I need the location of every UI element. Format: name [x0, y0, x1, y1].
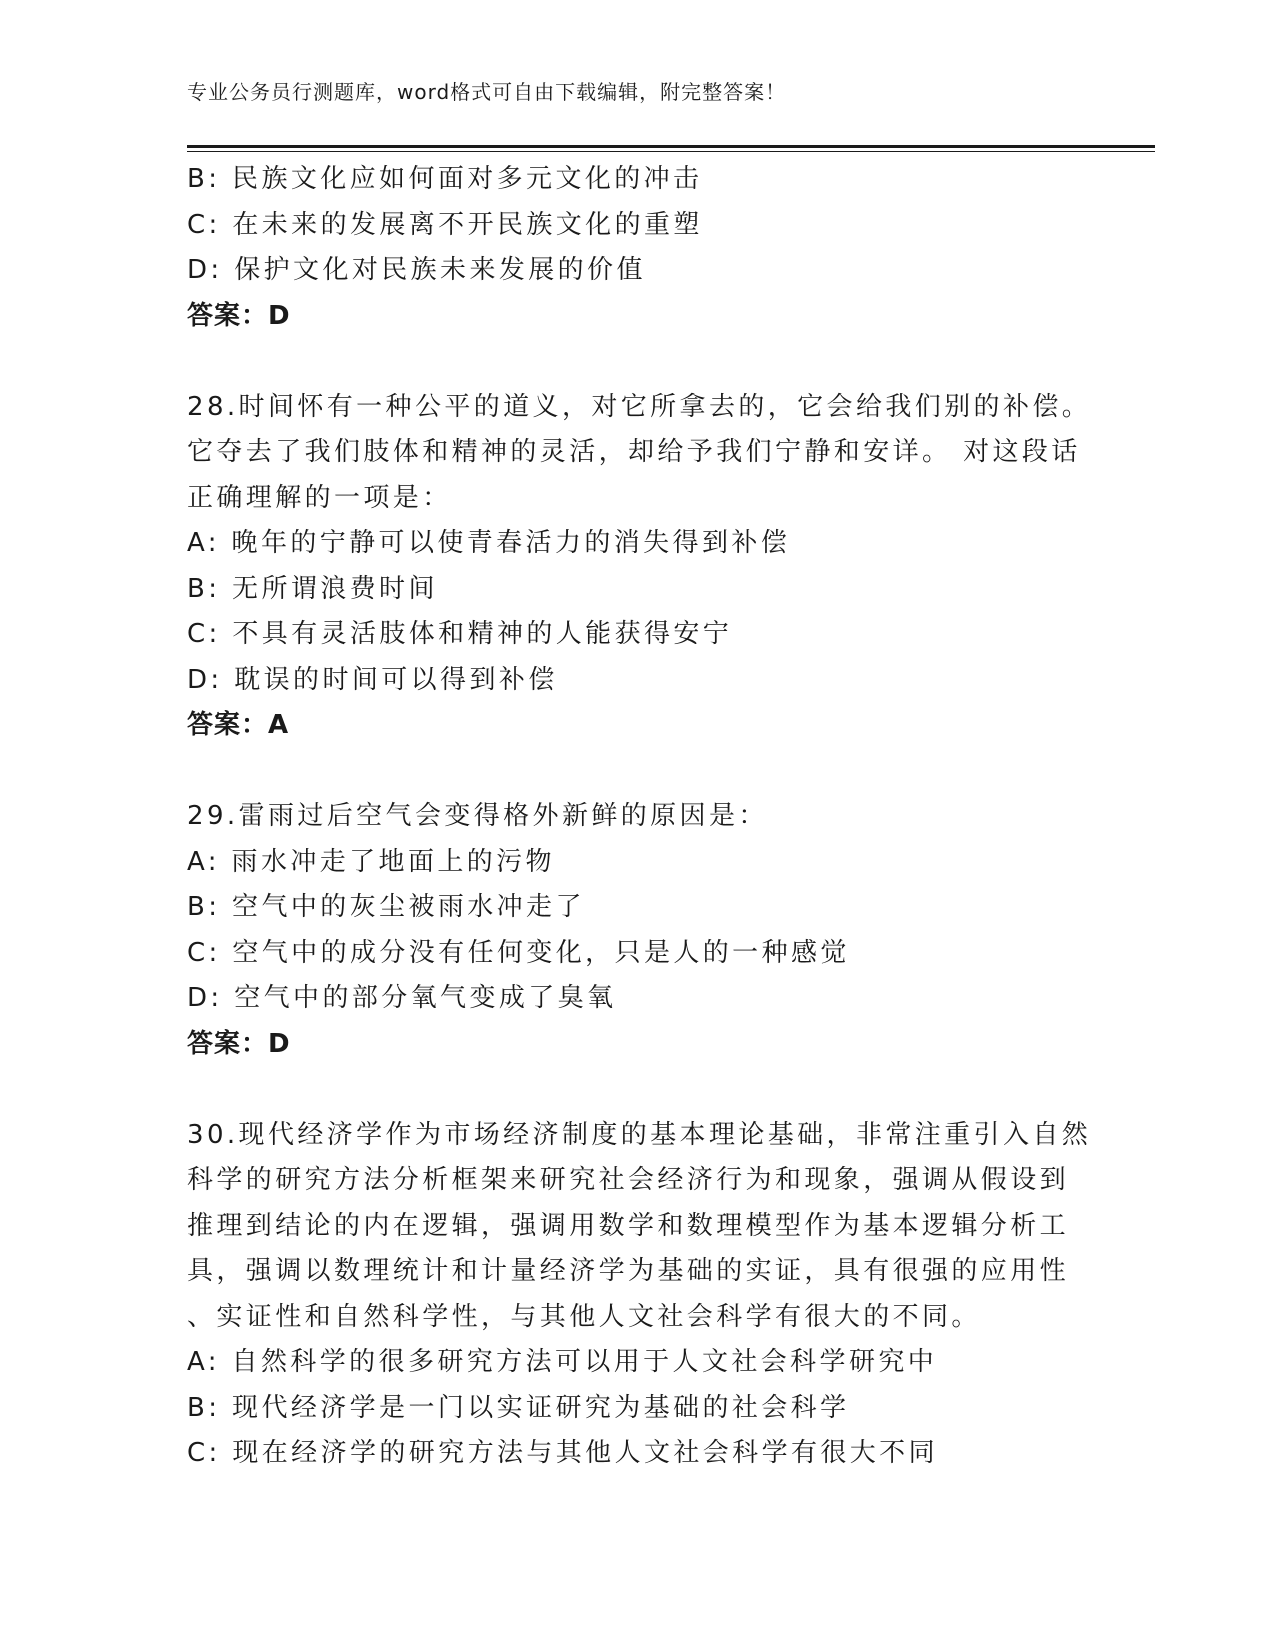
header-rule-thick	[187, 145, 1155, 148]
question-stem-line: 28.时间怀有一种公平的道义，对它所拿去的，它会给我们别的补偿。	[187, 391, 1092, 422]
option-d: D: 保护文化对民族未来发展的价值	[187, 255, 646, 285]
question-stem-line: 、实证性和自然科学性，与其他人文社会科学有很大的不同。	[187, 1301, 981, 1332]
question-block-28	[187, 385, 1092, 749]
option-c: C: 在未来的发展离不开民族文化的重塑	[187, 209, 703, 240]
block-gap	[187, 339, 1087, 385]
option-a: A: 晚年的宁静可以使青春活力的消失得到补偿	[187, 528, 791, 558]
question-stem-line: 推理到结论的内在逻辑，强调用数学和数理模型作为基本逻辑分析工	[187, 1210, 1070, 1241]
option-c: C: 不具有灵活肢体和精神的人能获得安宁	[187, 619, 733, 649]
question-stem-line: 正确理解的一项是：	[187, 482, 452, 513]
option-b: B: 民族文化应如何面对多元文化的冲击	[187, 164, 703, 194]
answer: 答案：A	[187, 710, 290, 740]
question-stem-line: 它夺去了我们肢体和精神的灵活，却给予我们宁静和安详。 对这段话	[187, 437, 1081, 467]
option-c: C: 空气中的成分没有任何变化，只是人的一种感觉	[187, 937, 850, 968]
question-stem-line: 具，强调以数理统计和计量经济学为基础的实证，具有很强的应用性	[187, 1256, 1070, 1286]
option-d: D: 空气中的部分氧气变成了臭氧	[187, 983, 617, 1013]
option-a: A: 自然科学的很多研究方法可以用于人文社会科学研究中	[187, 1347, 938, 1377]
option-b: B: 空气中的灰尘被雨水冲走了	[187, 892, 585, 922]
answer: 答案：D	[187, 1028, 291, 1059]
block-gap	[187, 749, 1087, 795]
option-c: C: 现在经济学的研究方法与其他人文社会科学有很大不同	[187, 1438, 938, 1468]
answer: 答案：D	[187, 300, 291, 331]
question-block-29	[187, 794, 1087, 1067]
option-a: A: 雨水冲走了地面上的污物	[187, 846, 555, 877]
question-block-30	[187, 1113, 1092, 1477]
block-gap	[187, 1067, 1087, 1113]
option-b: B: 无所谓浪费时间	[187, 573, 438, 604]
question-block-27	[187, 157, 1087, 339]
header-rule-thin	[187, 151, 1155, 152]
question-stem-line: 30.现代经济学作为市场经济制度的基本理论基础，非常注重引入自然	[187, 1119, 1092, 1150]
question-stem-line: 29.雷雨过后空气会变得格外新鲜的原因是：	[187, 801, 768, 831]
question-stem-line: 科学的研究方法分析框架来研究社会经济行为和现象，强调从假设到	[187, 1165, 1070, 1195]
option-b: B: 现代经济学是一门以实证研究为基础的社会科学	[187, 1392, 850, 1423]
option-d: D: 耽误的时间可以得到补偿	[187, 664, 558, 695]
question-content	[187, 157, 1092, 1477]
page-header: 专业公务员行测题库，word格式可自由下载编辑，附完整答案！	[187, 80, 787, 104]
